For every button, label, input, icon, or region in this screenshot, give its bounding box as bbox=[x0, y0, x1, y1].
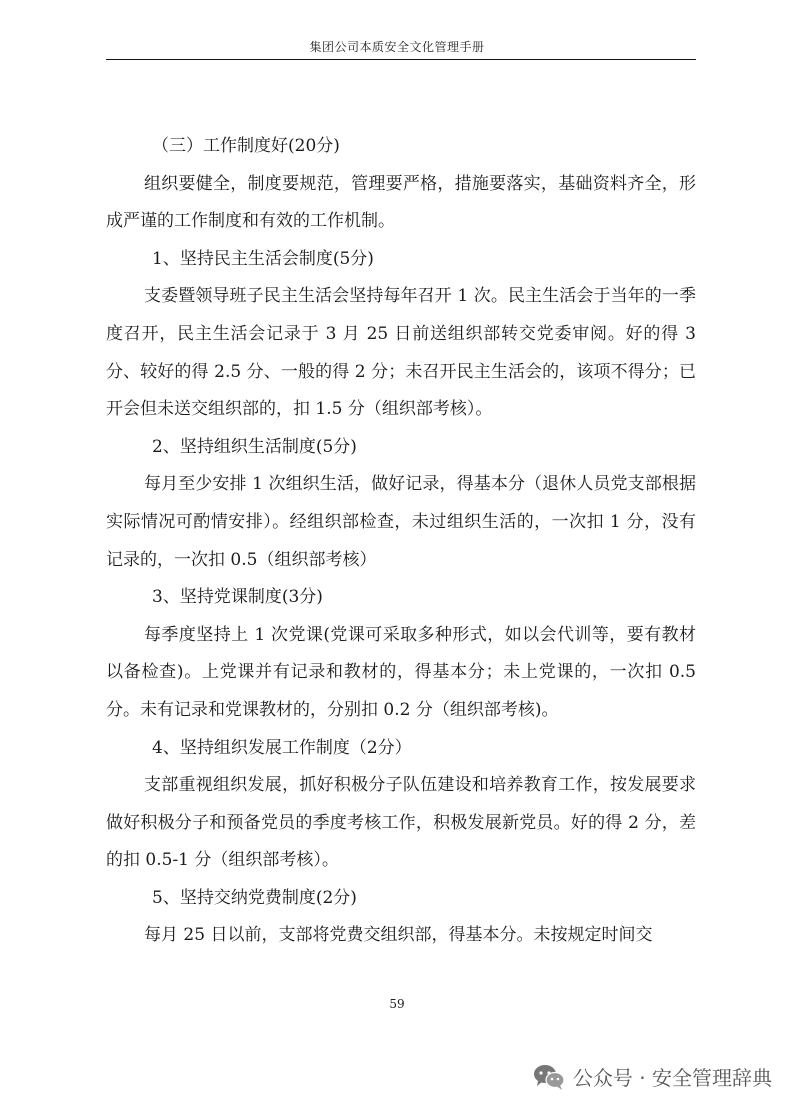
page-number: 59 bbox=[389, 997, 405, 1011]
item-heading: 2、坚持组织生活制度(5分) bbox=[152, 436, 357, 457]
document-body bbox=[106, 128, 696, 955]
header-divider bbox=[106, 59, 696, 60]
item-body: 每月 25 日以前，支部将党费交组织部，得基本分。未按规定时间交 bbox=[144, 925, 653, 946]
watermark-text: 公众号 · 安全管理辞典 bbox=[572, 1066, 772, 1090]
item-heading: 4、坚持组织发展工作制度（2分） bbox=[152, 737, 412, 758]
item-body: 支部重视组织发展，抓好积极分子队伍建设和培养教育工作，按发展要求做好积极分子和预备党员的季度考核工作，积极发展新党员。好的得 2 分，差的扣 0.5-1 分（组织部考核）。 bbox=[106, 775, 696, 871]
item-body: 每月至少安排 1 次组织生活，做好记录，得基本分（退休人员党支部根据实际情况可酌情安排）。经组织部检查，未过组织生活的，一次扣 1 分，没有记录的，一次扣 0.5（组织部考核） bbox=[106, 474, 696, 570]
item-heading: 1、坚持民主生活会制度(5分) bbox=[152, 248, 374, 269]
item-body: 每季度坚持上 1 次党课(党课可采取多种形式，如以会代训等，要有教材以备检查)。上党课并有记录和教材的，得基本分；未上党课的，一次扣 0.5 分。未有记录和党课教材的，分别扣 0.2 分（组织部考核)。 bbox=[106, 624, 696, 720]
watermark bbox=[533, 1062, 772, 1091]
section-title: （三）工作制度好(20分) bbox=[152, 136, 340, 156]
item-heading: 3、坚持党课制度(3分) bbox=[152, 587, 323, 608]
item-heading: 5、坚持交纳党费制度(2分) bbox=[152, 887, 357, 908]
item-body: 支委暨领导班子民主生活会坚持每年召开 1 次。民主生活会于当年的一季度召开，民主生活会记录于 3 月 25 日前送组织部转交党委审阅。好的得 3 分、较好的得 2.5 分、一般的得 2 分；未召开民主生活会的，该项不得分；已开会但未送交组织部的，扣 1.5 分（组织部考核）。 bbox=[106, 286, 696, 420]
section-intro: 组织要健全，制度要规范，管理要严格，措施要落实，基础资料齐全，形成严谨的工作制度和有效的工作机制。 bbox=[106, 173, 696, 232]
wechat-icon bbox=[533, 1063, 565, 1091]
running-header: 集团公司本质安全文化管理手册 bbox=[309, 40, 485, 54]
